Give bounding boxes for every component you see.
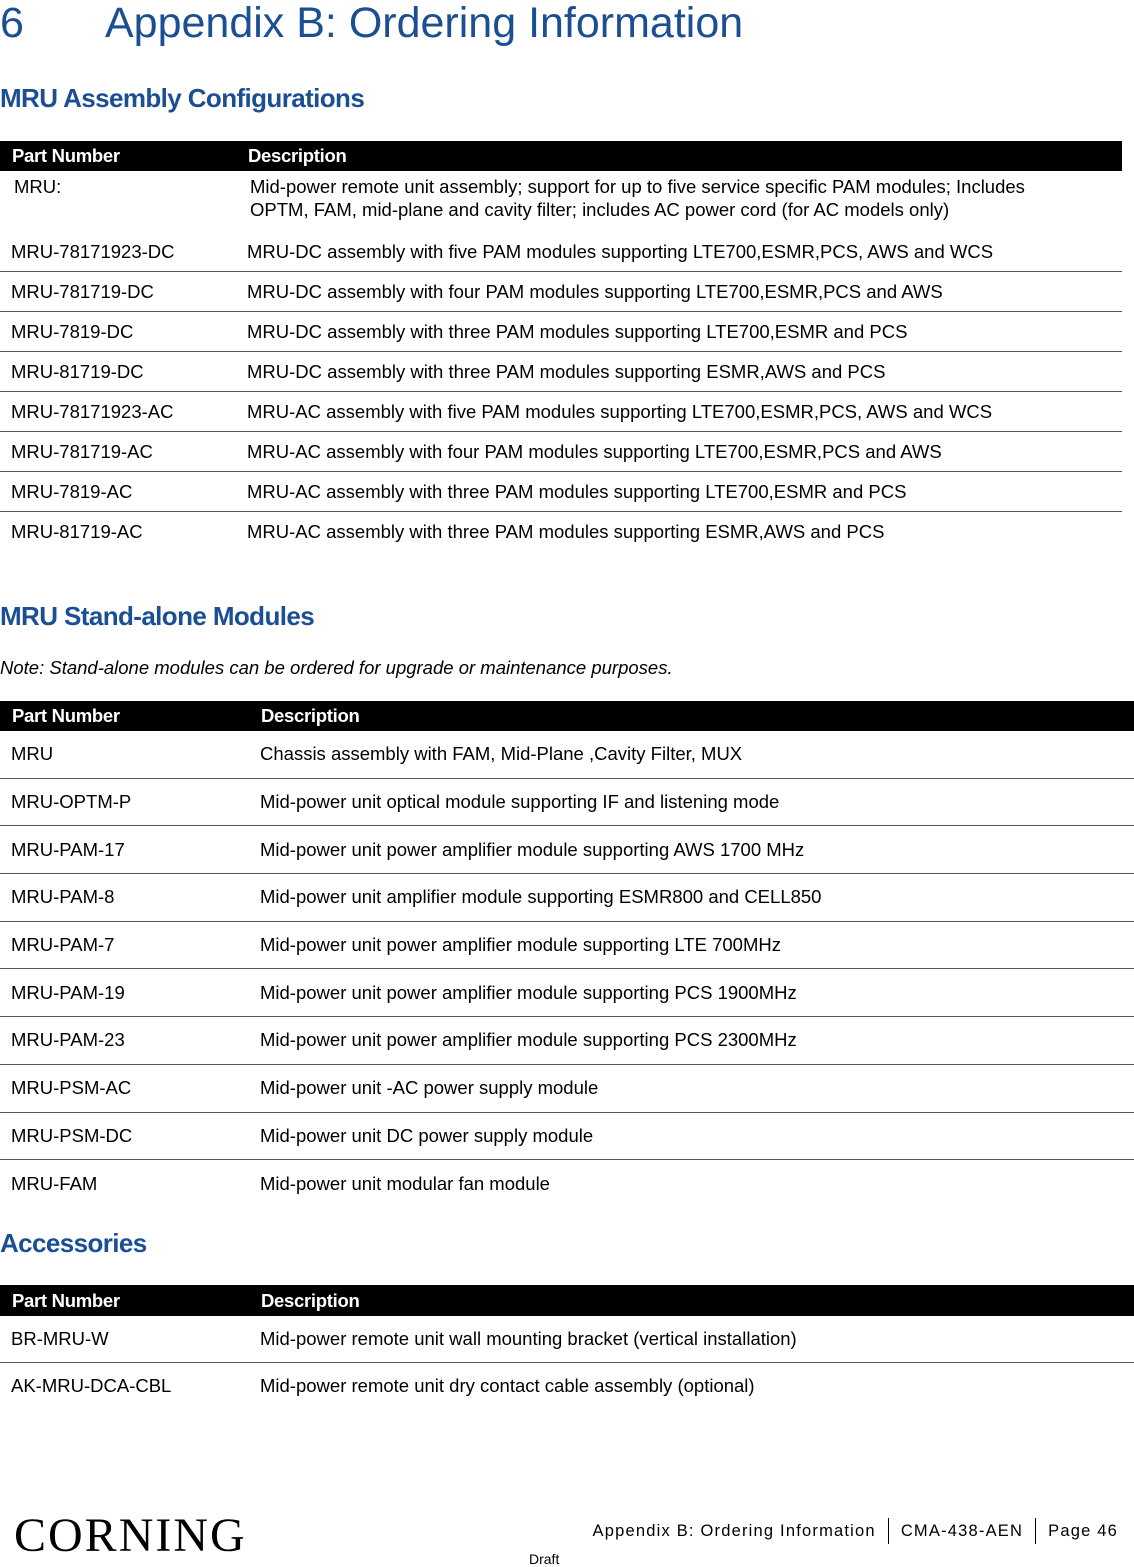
description-cell: MRU-DC assembly with three PAM modules supporting LTE700,ESMR and PCS: [236, 312, 1122, 352]
description-cell: Mid-power unit power amplifier module supporting LTE 700MHz: [249, 921, 1134, 969]
table-row: [0, 232, 1122, 272]
table-row: [0, 1160, 1134, 1207]
description-cell: Mid-power unit DC power supply module: [249, 1112, 1134, 1160]
footer-section-title: Appendix B: Ordering Information: [592, 1521, 876, 1540]
description-line: OPTM, FAM, mid-plane and cavity filter; includes AC power cord (for AC models only): [250, 199, 950, 220]
footer-doc-id: CMA-438-AEN: [900, 1521, 1024, 1540]
description-cell: MRU-DC assembly with four PAM modules supporting LTE700,ESMR,PCS and AWS: [236, 272, 1122, 312]
part-number-cell: MRU: [0, 731, 249, 778]
description-cell: Mid-power unit power amplifier module supporting PCS 1900MHz: [249, 969, 1134, 1017]
part-number-cell: MRU-781719-AC: [0, 432, 236, 472]
description-cell: MRU-AC assembly with four PAM modules supporting LTE700,ESMR,PCS and AWS: [236, 432, 1122, 472]
part-number-cell: MRU-81719-DC: [0, 352, 236, 392]
description-line: Mid-power remote unit assembly; support for up to five service specific PAM modules; Includes: [250, 176, 1025, 197]
description-cell: Mid-power unit power amplifier module supporting PCS 2300MHz: [249, 1017, 1134, 1065]
part-number-cell: MRU-781719-DC: [0, 272, 236, 312]
table-row: [0, 1363, 1134, 1410]
part-number-cell: MRU-PAM-23: [0, 1017, 249, 1065]
footer-divider: [1035, 1518, 1036, 1544]
description-cell: MRU-DC assembly with five PAM modules supporting LTE700,ESMR,PCS, AWS and WCS: [236, 232, 1122, 272]
table-row: [0, 1112, 1134, 1160]
description-cell: Mid-power unit amplifier module supporting ESMR800 and CELL850: [249, 874, 1134, 922]
table-row: [0, 171, 1122, 232]
description-cell: Mid-power unit -AC power supply module: [249, 1064, 1134, 1112]
header-description: Description: [249, 1285, 1134, 1316]
part-number-cell: MRU-7819-DC: [0, 312, 236, 352]
description-cell: MRU-AC assembly with five PAM modules supporting LTE700,ESMR,PCS, AWS and WCS: [236, 392, 1122, 432]
table-row: [0, 392, 1122, 432]
part-number-cell: MRU:: [14, 176, 62, 197]
description-cell: [236, 171, 1122, 232]
table-row: [0, 731, 1134, 778]
table-header: [0, 701, 1134, 731]
part-number-cell: MRU-PAM-8: [0, 874, 249, 922]
part-number-cell: MRU-PSM-DC: [0, 1112, 249, 1160]
corning-logo: CORNING: [14, 1509, 247, 1562]
table-row: [0, 826, 1134, 874]
draft-label: Draft: [529, 1551, 560, 1567]
standalone-note: Note: Stand-alone modules can be ordered for upgrade or maintenance purposes.: [0, 657, 673, 678]
description-cell: Mid-power remote unit wall mounting bracket (vertical installation): [249, 1316, 1134, 1363]
table-row: [0, 969, 1134, 1017]
table-row: [0, 272, 1122, 312]
section-title-standalone: MRU Stand-alone Modules: [0, 601, 315, 631]
assembly-table: [0, 141, 1122, 551]
part-number-cell: MRU-PSM-AC: [0, 1064, 249, 1112]
part-number-cell: AK-MRU-DCA-CBL: [11, 1375, 172, 1396]
accessories-table: [0, 1285, 1134, 1409]
footer-divider: [888, 1518, 889, 1544]
table-header: [0, 141, 1122, 171]
table-row: [0, 312, 1122, 352]
part-number-cell: BR-MRU-W: [0, 1316, 249, 1363]
chapter-title: Appendix B: Ordering Information: [105, 0, 744, 47]
header-part-number: Part Number: [0, 141, 236, 171]
table-header: [0, 1285, 1134, 1316]
description-cell: Mid-power remote unit dry contact cable assembly (optional): [260, 1375, 755, 1396]
standalone-modules-table: [0, 701, 1134, 1207]
part-number-cell: MRU-7819-AC: [0, 472, 236, 512]
section-title-assembly: MRU Assembly Configurations: [0, 83, 365, 113]
table-row: [0, 1316, 1134, 1363]
description-cell: MRU-DC assembly with three PAM modules supporting ESMR,AWS and PCS: [236, 352, 1122, 392]
part-number-cell: MRU-78171923-AC: [0, 392, 236, 432]
description-cell: Mid-power unit modular fan module: [260, 1172, 550, 1194]
table-row: [0, 921, 1134, 969]
header-description: Description: [236, 141, 1122, 171]
chapter-number: 6: [0, 0, 24, 47]
table-row: [0, 1064, 1134, 1112]
description-cell: Mid-power unit optical module supporting IF and listening mode: [249, 778, 1134, 826]
part-number-cell: MRU-78171923-DC: [0, 232, 236, 272]
part-number-cell: MRU-81719-AC: [11, 520, 143, 542]
part-number-cell: MRU-PAM-7: [0, 921, 249, 969]
description-cell: Chassis assembly with FAM, Mid-Plane ,Cavity Filter, MUX: [249, 731, 1134, 778]
part-number-cell: MRU-FAM: [11, 1172, 98, 1194]
table-row: [0, 472, 1122, 512]
description-cell: Mid-power unit power amplifier module supporting AWS 1700 MHz: [249, 826, 1134, 874]
header-description: Description: [249, 701, 1134, 731]
chapter-heading: [0, 0, 743, 46]
part-number-cell: MRU-PAM-19: [0, 969, 249, 1017]
table-row: [0, 512, 1122, 552]
description-cell: MRU-AC assembly with three PAM modules supporting ESMR,AWS and PCS: [247, 520, 885, 542]
table-row: [0, 874, 1134, 922]
footer-page-number: Page 46: [1048, 1521, 1118, 1540]
header-part-number: Part Number: [0, 701, 249, 731]
description-cell: MRU-AC assembly with three PAM modules supporting LTE700,ESMR and PCS: [236, 472, 1122, 512]
table-row: [0, 432, 1122, 472]
header-part-number: Part Number: [0, 1285, 249, 1316]
page-footer: [593, 1518, 1118, 1544]
part-number-cell: MRU-OPTM-P: [0, 778, 249, 826]
section-title-accessories: Accessories: [0, 1228, 147, 1258]
table-row: [0, 352, 1122, 392]
table-row: [0, 778, 1134, 826]
part-number-cell: MRU-PAM-17: [0, 826, 249, 874]
table-row: [0, 1017, 1134, 1065]
